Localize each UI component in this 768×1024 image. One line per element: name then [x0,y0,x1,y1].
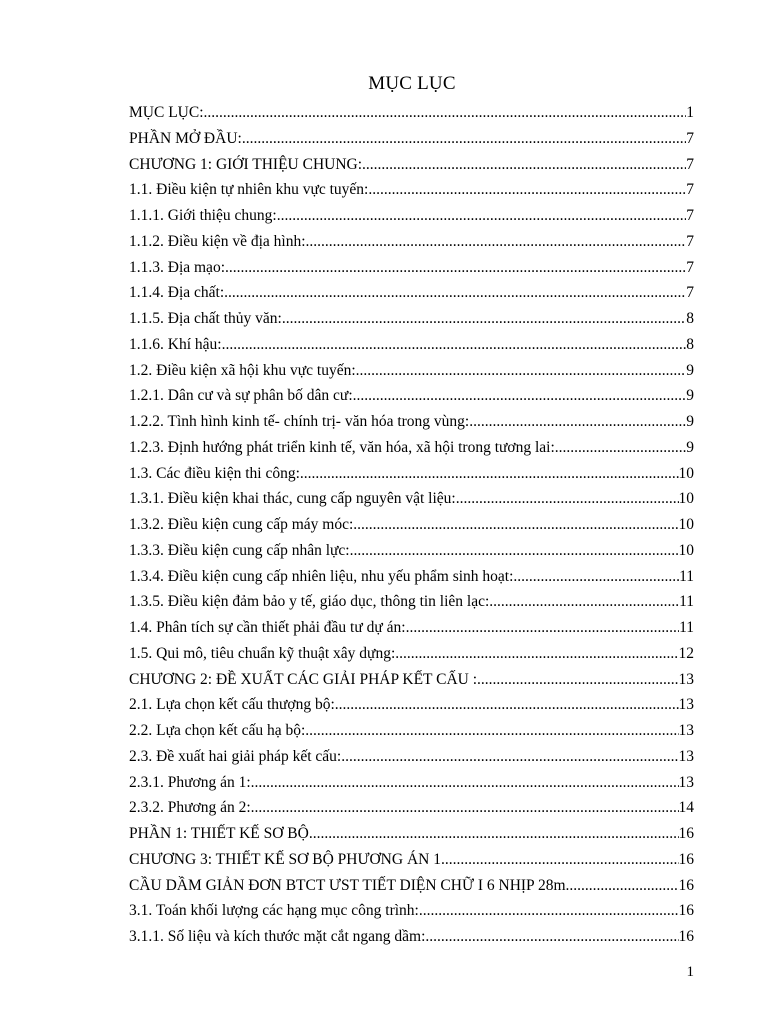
toc-entry-text: 1.1.2. Điều kiện về địa hình: [129,232,306,250]
toc-entry[interactable] [129,152,694,178]
toc-dot-leader [282,306,686,332]
toc-dot-leader [368,177,686,203]
toc-entry-text: CHƯƠNG 3: THIẾT KẾ SƠ BỘ PHƯƠNG ÁN 1 [129,850,441,868]
toc-entry[interactable] [129,409,694,435]
toc-entry[interactable] [129,126,694,152]
toc-entry-text: 1.3.2. Điều kiện cung cấp máy móc: [129,516,354,533]
toc-entry-text: 2.3.1. Phương án 1: [129,773,251,791]
toc-entry[interactable] [129,589,694,615]
toc-entry-page: 11 [679,619,694,636]
toc-dot-leader [350,538,679,564]
toc-entry[interactable] [129,847,694,873]
toc-entry[interactable] [129,718,694,744]
toc-entry[interactable] [129,229,694,255]
toc-entry-page: 11 [679,593,694,611]
toc-entry-text: PHẦN MỞ ĐẦU: [129,129,242,147]
toc-entry-text: 1.1.5. Địa chất thủy văn: [129,310,282,327]
toc-entry-text: 1.2.2. Tình hình kinh tế- chính trị- văn hóa trong vùng: [129,413,470,430]
toc-list [129,100,694,950]
toc-entry[interactable] [129,615,694,641]
toc-dot-leader [225,255,686,281]
toc-entry-text: 2.1. Lựa chọn kết cấu thượng bộ: [129,696,335,714]
toc-entry-page: 16 [678,825,694,842]
toc-entry-page: 12 [678,644,694,662]
toc-entry-page: 9 [686,361,694,379]
toc-title: MỤC LỤC [368,73,456,94]
toc-entry-text: 1.1. Điều kiện tự nhiên khu vực tuyến: [129,181,369,199]
toc-entry-page: 7 [686,284,694,302]
toc-dot-leader [356,358,687,384]
toc-entry-text: 3.1.1. Số liệu và kích thước mặt cắt ngang dầm: [129,928,426,945]
toc-entry-text: 3.1. Toán khối lượng các hạng mục công trình: [129,902,419,920]
toc-entry-text: 1.3.4. Điều kiện cung cấp nhiên liệu, nhu yếu phẩm sinh hoạt: [129,567,514,585]
toc-entry-text: 1.4. Phân tích sự cần thiết phải đầu tư dự án: [129,619,406,636]
toc-dot-leader [204,100,687,126]
toc-entry[interactable] [129,538,694,564]
toc-entry-page: 10 [678,464,694,482]
toc-entry-text: 1.3.1. Điều kiện khai thác, cung cấp nguyên vật liệu: [129,490,456,508]
toc-dot-leader [469,409,686,435]
toc-entry-page: 9 [686,438,694,456]
toc-entry[interactable] [129,744,694,770]
toc-dot-leader [222,332,687,358]
toc-dot-leader [341,744,678,770]
toc-entry-page: 13 [678,670,694,688]
toc-entry-text: PHẦN 1: THIẾT KẾ SƠ BỘ [129,825,309,842]
toc-dot-leader [305,718,678,744]
toc-entry[interactable] [129,795,694,821]
toc-entry-page: 10 [678,490,694,508]
toc-entry-page: 7 [686,207,694,224]
toc-dot-leader [555,435,686,461]
toc-entry-page: 7 [686,232,694,250]
toc-entry-text: 1.3.3. Điều kiện cung cấp nhân lực: [129,541,350,559]
toc-entry[interactable] [129,100,694,126]
toc-entry-text: 1.1.4. Địa chất: [129,284,225,302]
page-number: 1 [686,964,694,980]
toc-dot-leader [425,924,678,950]
toc-entry[interactable] [129,924,694,950]
toc-entry[interactable] [129,280,694,306]
toc-dot-leader [251,795,679,821]
toc-entry-page: 9 [686,413,694,430]
toc-entry-text: 1.2. Điều kiện xã hội khu vực tuyến: [129,361,356,379]
toc-entry-text: 1.1.6. Khí hậu: [129,335,222,353]
toc-entry[interactable] [129,332,694,358]
toc-entry-text: MỤC LỤC: [129,104,204,121]
toc-entry-page: 10 [678,541,694,559]
toc-entry-page: 9 [686,387,694,405]
toc-entry-text: 1.1.1. Giới thiệu chung: [129,207,277,224]
toc-entry-page: 7 [686,129,694,147]
toc-entry-page: 16 [678,928,694,945]
toc-entry[interactable] [129,255,694,281]
toc-entry-page: 7 [686,155,694,173]
toc-dot-leader [489,589,679,615]
toc-entry-text: 1.2.1. Dân cư và sự phân bố dân cư: [129,387,353,405]
toc-entry[interactable] [129,461,694,487]
toc-dot-leader [353,383,687,409]
toc-dot-leader [277,203,687,229]
toc-entry[interactable] [129,641,694,667]
toc-entry-text: 2.2. Lựa chọn kết cấu hạ bộ: [129,722,306,739]
toc-dot-leader [362,152,686,178]
toc-dot-leader [353,512,678,538]
toc-entry-text: 1.2.3. Định hướng phát triển kinh tế, văn hóa, xã hội trong tương lai: [129,438,555,456]
toc-entry-text: CHƯƠNG 1: GIỚI THIỆU CHUNG: [129,155,363,173]
toc-dot-leader [395,641,678,667]
toc-dot-leader [224,280,686,306]
toc-entry-text: 1.3. Các điều kiện thi công: [129,464,300,482]
toc-dot-leader [419,898,679,924]
toc-dot-leader [242,126,686,152]
toc-entry[interactable] [129,306,694,332]
toc-entry-page: 16 [678,850,694,868]
toc-entry-text: 1.3.5. Điều kiện đảm bảo y tế, giáo dục, thông tin liên lạc: [129,593,490,611]
toc-entry-text: 1.1.3. Địa mạo: [129,258,225,276]
toc-entry[interactable] [129,667,694,693]
toc-dot-leader [477,667,678,693]
toc-entry-page: 16 [678,876,694,894]
toc-entry-page: 13 [678,747,694,765]
toc-entry[interactable] [129,873,694,899]
toc-dot-leader [406,615,679,641]
toc-dot-leader [251,770,679,796]
toc-entry-text: 1.5. Qui mô, tiêu chuẩn kỹ thuật xây dựng: [129,644,396,662]
toc-dot-leader [566,873,679,899]
toc-entry[interactable] [129,177,694,203]
toc-entry-page: 8 [686,335,694,353]
toc-dot-leader [306,229,687,255]
toc-entry-page: 8 [686,310,694,327]
toc-entry[interactable] [129,435,694,461]
toc-entry-page: 13 [678,696,694,714]
toc-entry-page: 16 [678,902,694,920]
toc-dot-leader [513,564,679,590]
toc-entry[interactable] [129,383,694,409]
toc-entry[interactable] [129,692,694,718]
toc-entry-page: 7 [686,181,694,199]
toc-dot-leader [335,692,679,718]
toc-dot-leader [300,461,679,487]
toc-entry-page: 13 [678,773,694,791]
toc-entry[interactable] [129,821,694,847]
toc-entry-page: 11 [679,567,694,585]
toc-entry[interactable] [129,203,694,229]
toc-entry[interactable] [129,486,694,512]
toc-entry-text: 2.3.2. Phương án 2: [129,799,251,817]
toc-entry-page: 1 [686,104,694,121]
toc-entry[interactable] [129,512,694,538]
toc-entry-page: 10 [678,516,694,533]
toc-entry[interactable] [129,564,694,590]
toc-entry-page: 13 [678,722,694,739]
toc-entry-text: 2.3. Đề xuất hai giải pháp kết cấu: [129,747,342,765]
toc-entry-page: 14 [678,799,694,817]
toc-entry-text: CHƯƠNG 2: ĐỀ XUẤT CÁC GIẢI PHÁP KẾT CẤU : [129,670,478,688]
toc-entry[interactable] [129,358,694,384]
toc-entry-text: CẦU DẦM GIẢN ĐƠN BTCT ƯST TIẾT DIỆN CHỮ I 6 NHỊP 28m [129,876,566,894]
toc-entry[interactable] [129,898,694,924]
toc-dot-leader [309,821,679,847]
toc-entry-page: 7 [686,258,694,276]
toc-entry[interactable] [129,770,694,796]
toc-dot-leader [441,847,679,873]
toc-dot-leader [456,486,679,512]
